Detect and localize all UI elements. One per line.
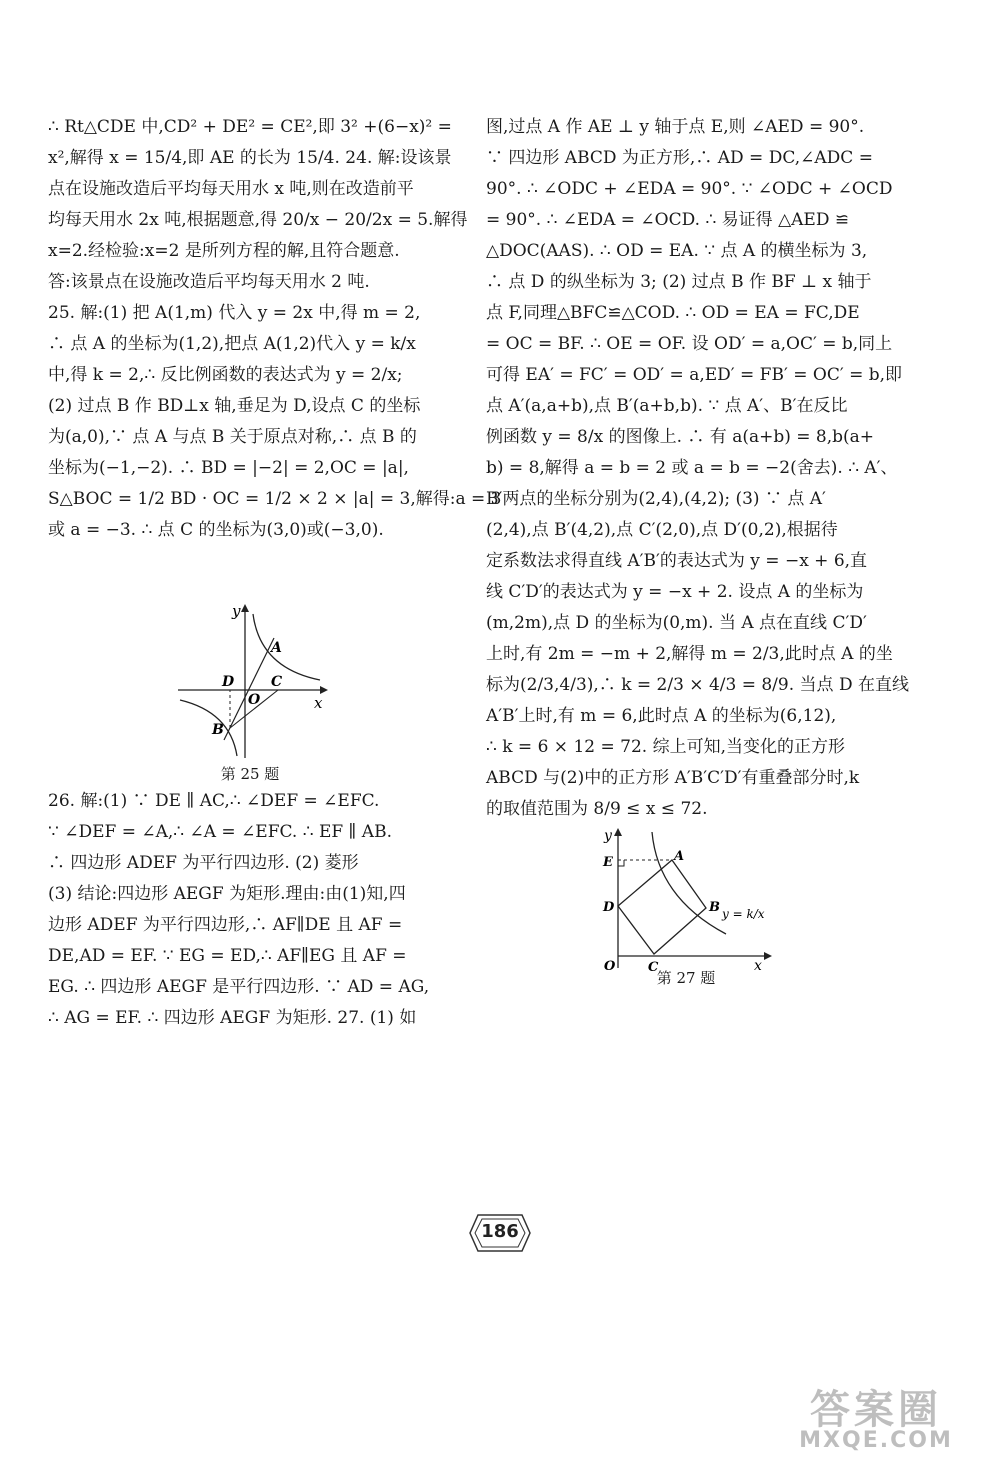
- label-c: C: [271, 674, 283, 690]
- text-line: 定系数法求得直线 A′B′的表达式为 y = −x + 6,直: [486, 551, 868, 571]
- y-axis-arrow: [241, 604, 249, 612]
- left-column-lower: [48, 786, 463, 1034]
- text-line: 25. 解:(1) 把 A(1,m) 代入 y = 2x 中,得 m = 2,: [48, 303, 421, 323]
- text-line: 点在设施改造后平均每天用水 x 吨,则在改造前平: [48, 179, 414, 199]
- text-line: 26. 解:(1) ∵ DE ∥ AC,∴ ∠DEF = ∠EFC.: [48, 791, 380, 811]
- right-column: [486, 112, 918, 825]
- text-line: 的取值范围为 8/9 ≤ x ≤ 72.: [486, 799, 708, 819]
- square-abcd: [618, 860, 706, 954]
- label-o: O: [248, 692, 261, 708]
- text-line: 标为(2/3,4/3),∴ k = 2/3 × 4/3 = 8/9. 当点 D 在直线: [486, 675, 909, 695]
- label-y: y: [604, 828, 612, 844]
- label-x: x: [754, 958, 762, 972]
- text-line: 例函数 y = 8/x 的图像上. ∴ 有 a(a+b) = 8,b(a+: [486, 427, 875, 447]
- text-line: 点 F,同理△BFC≌△COD. ∴ OD = EA = FC,DE: [486, 303, 860, 323]
- text-line: DE,AD = EF. ∵ EG = ED,∴ AF∥EG 且 AF =: [48, 946, 407, 966]
- text-line: 90°. ∴ ∠ODC + ∠EDA = 90°. ∵ ∠ODC + ∠OCD: [486, 179, 893, 199]
- text-line: (m,2m),点 D 的坐标为(0,m). 当 A 点在直线 C′D′: [486, 613, 867, 633]
- text-line: 或 a = −3. ∴ 点 C 的坐标为(3,0)或(−3,0).: [48, 520, 384, 540]
- label-b: B: [212, 722, 224, 738]
- text-line: ∴ k = 6 × 12 = 72. 综上可知,当变化的正方形: [486, 737, 845, 757]
- figure-27-caption: 第 27 题: [656, 969, 716, 987]
- label-function: y = k/x: [722, 907, 765, 921]
- label-d: D: [222, 674, 235, 690]
- watermark-url: MXQE.COM: [799, 1428, 953, 1453]
- text-line: △DOC(AAS). ∴ OD = EA. ∵ 点 A 的横坐标为 3,: [486, 241, 868, 261]
- text-line: 均每天用水 2x 吨,根据题意,得 20/x − 20/2x = 5.解得: [48, 210, 468, 230]
- text-line: 为(a,0),∵ 点 A 与点 B 关于原点对称,∴ 点 B 的: [48, 427, 417, 447]
- watermark: [766, 1378, 986, 1466]
- text-line: B′两点的坐标分别为(2,4),(4,2); (3) ∵ 点 A′: [486, 489, 826, 509]
- text-line: 图,过点 A 作 AE ⊥ y 轴于点 E,则 ∠AED = 90°.: [486, 117, 865, 137]
- left-column-upper: [48, 112, 502, 546]
- x-axis-arrow: [320, 686, 328, 694]
- text-line: EG. ∴ 四边形 AEGF 是平行四边形. ∵ AD = AG,: [48, 977, 430, 997]
- text-line: 点 A′(a,a+b),点 B′(a+b,b). ∵ 点 A′、B′在反比: [486, 396, 848, 416]
- text-line: (3) 结论:四边形 AEGF 为矩形.理由:由(1)知,四: [48, 884, 406, 904]
- label-y: y: [232, 602, 241, 620]
- label-c: C: [648, 960, 659, 972]
- text-line: ∵ ∠DEF = ∠A,∴ ∠A = ∠EFC. ∴ EF ∥ AB.: [48, 822, 392, 842]
- label-o: O: [604, 959, 616, 972]
- label-d: D: [603, 900, 615, 915]
- figure-25-caption: 第 25 题: [220, 765, 280, 783]
- label-a: A: [271, 640, 282, 656]
- text-line: ∴ Rt△CDE 中,CD² + DE² = CE²,即 3² +(6−x)² =: [48, 117, 452, 137]
- text-line: 边形 ADEF 为平行四边形,∴ AF∥DE 且 AF =: [48, 915, 403, 935]
- text-line: ∴ 点 A 的坐标为(1,2),把点 A(1,2)代入 y = k/x: [48, 334, 416, 354]
- text-line: ∴ 点 D 的纵坐标为 3; (2) 过点 B 作 BF ⊥ x 轴于: [486, 272, 872, 292]
- label-b: B: [709, 900, 720, 915]
- text-line: x=2.经检验:x=2 是所列方程的解,且符合题意.: [48, 241, 400, 261]
- text-line: = 90°. ∴ ∠EDA = ∠OCD. ∴ 易证得 △AED ≌: [486, 210, 850, 230]
- text-line: ∴ 四边形 ADEF 为平行四边形. (2) 菱形: [48, 853, 359, 873]
- label-a: A: [674, 849, 685, 864]
- text-line: ∵ 四边形 ABCD 为正方形,∴ AD = DC,∠ADC =: [486, 148, 873, 168]
- text-line: 上时,有 2m = −m + 2,解得 m = 2/3,此时点 A 的坐: [486, 644, 893, 664]
- label-x: x: [314, 694, 323, 712]
- text-line: (2,4),点 B′(4,2),点 C′(2,0),点 D′(0,2),根据待: [486, 520, 838, 540]
- figure-25-graph: [170, 600, 330, 760]
- y-axis-arrow: [614, 828, 622, 836]
- text-line: x²,解得 x = 15/4,即 AE 的长为 15/4. 24. 解:设该景: [48, 148, 452, 168]
- page-number: 186: [481, 1221, 519, 1242]
- label-e: E: [603, 855, 613, 870]
- text-line: 中,得 k = 2,∴ 反比例函数的表达式为 y = 2/x;: [48, 365, 403, 385]
- figure-27-graph: [596, 826, 776, 972]
- text-line: b) = 8,解得 a = b = 2 或 a = b = −2(舍去). ∴ A′、: [486, 458, 898, 478]
- watermark-logo-text: 答案圈: [810, 1387, 942, 1433]
- text-line: 线 C′D′的表达式为 y = −x + 2. 设点 A 的坐标为: [486, 582, 864, 602]
- text-line: = OC = BF. ∴ OE = OF. 设 OD′ = a,OC′ = b,同上: [486, 334, 893, 354]
- right-angle-mark: [618, 860, 624, 866]
- hyperbola-branch-lower: [180, 700, 237, 756]
- text-line: ∴ AG = EF. ∴ 四边形 AEGF 为矩形. 27. (1) 如: [48, 1008, 417, 1028]
- text-line: S△BOC = 1/2 BD · OC = 1/2 × 2 × |a| = 3,解得:a = 3: [48, 489, 502, 509]
- text-line: (2) 过点 B 作 BD⊥x 轴,垂足为 D,设点 C 的坐标: [48, 396, 421, 416]
- text-line: 可得 EA′ = FC′ = OD′ = a,ED′ = FB′ = OC′ = b,即: [486, 365, 903, 385]
- text-line: ABCD 与(2)中的正方形 A′B′C′D′有重叠部分时,k: [486, 768, 860, 788]
- text-line: 答:该景点在设施改造后平均每天用水 2 吨.: [48, 272, 370, 292]
- text-line: 坐标为(−1,−2). ∴ BD = |−2| = 2,OC = |a|,: [48, 458, 409, 478]
- x-axis-arrow: [764, 952, 772, 960]
- hyperbola-branch-upper: [253, 614, 320, 680]
- text-line: A′B′上时,有 m = 6,此时点 A 的坐标为(6,12),: [486, 706, 837, 726]
